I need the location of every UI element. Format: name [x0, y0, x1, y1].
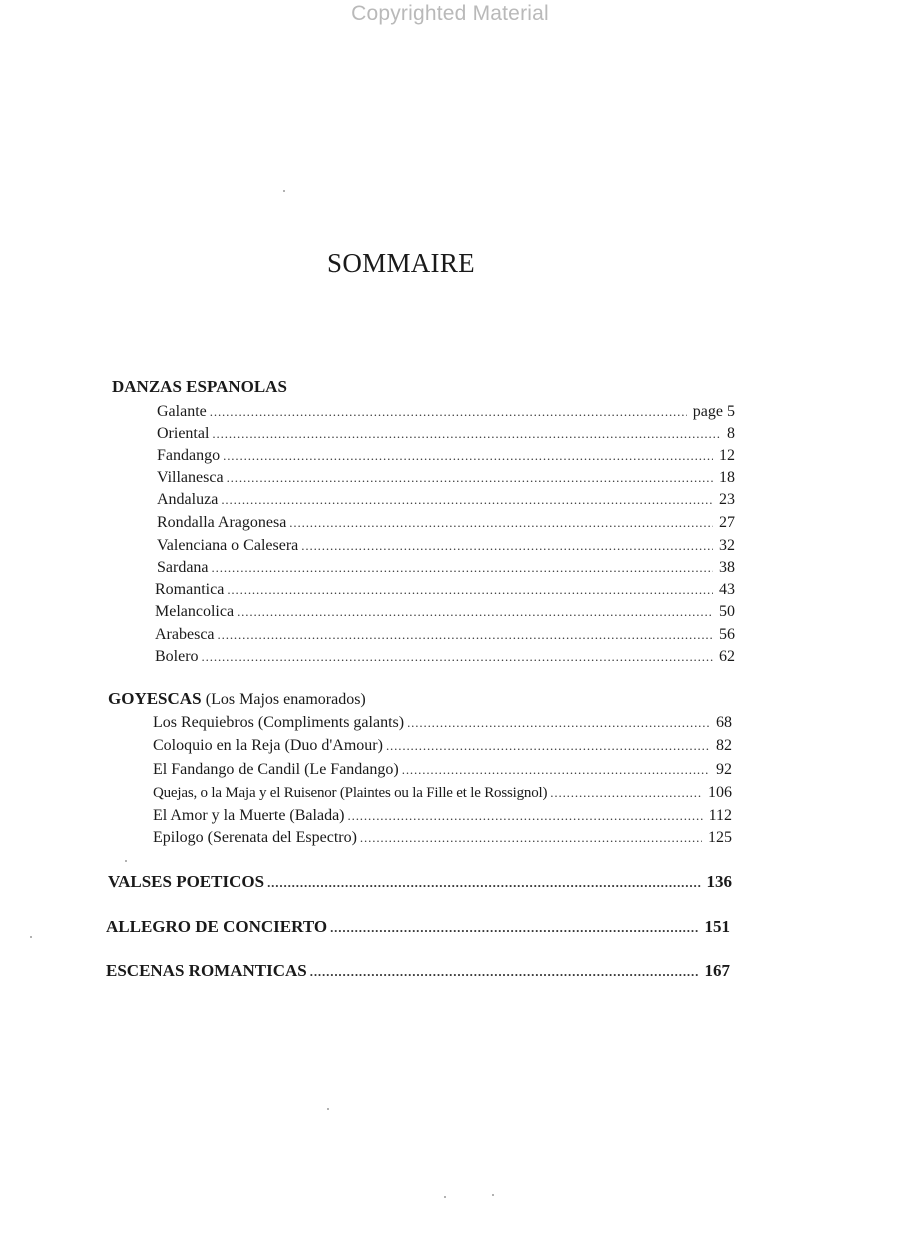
entry-title: Quejas, o la Maja y el Ruisenor (Plaintes ou la Fille et le Rossignol)	[153, 785, 548, 801]
entry-page: 92	[716, 761, 732, 778]
entry-page: 50	[719, 603, 735, 620]
entry-page: 125	[708, 829, 732, 846]
entry-title: Los Requiebros (Compliments galants)	[153, 714, 405, 731]
dot-leader	[360, 828, 702, 848]
dot-leader	[407, 713, 710, 733]
entry-page: 167	[704, 961, 730, 980]
toc-entry	[157, 402, 735, 422]
entry-page: 106	[708, 784, 732, 801]
toc-entry	[155, 625, 735, 645]
section-heading-goyescas	[108, 689, 366, 709]
entry-page: 8	[727, 425, 735, 442]
toc-major-entry	[106, 917, 730, 937]
dot-leader	[550, 783, 702, 803]
toc-major-entry	[106, 961, 730, 981]
entry-title: VALSES POETICOS	[108, 872, 265, 891]
dot-leader	[212, 558, 713, 578]
dot-leader	[301, 536, 713, 556]
entry-title: Bolero	[155, 648, 199, 665]
dot-leader	[221, 490, 713, 510]
page-title: SOMMAIRE	[327, 248, 475, 278]
entry-title: Epilogo (Serenata del Espectro)	[153, 829, 357, 846]
dot-leader	[223, 446, 713, 466]
toc-entry	[155, 602, 735, 622]
toc-entry	[153, 760, 732, 780]
entry-title: Sardana	[157, 559, 209, 576]
entry-title: Melancolica	[155, 603, 235, 620]
entry-title: ESCENAS ROMANTICAS	[106, 961, 307, 980]
scan-speck	[492, 1194, 494, 1196]
goyescas-subtitle: (Los Majos enamorados)	[205, 691, 366, 708]
dot-leader	[212, 424, 721, 444]
dot-leader	[289, 513, 713, 533]
entry-title: Villanesca	[157, 469, 224, 486]
toc-entry	[157, 513, 735, 533]
toc-entry	[155, 647, 735, 667]
entry-title: Andaluza	[157, 491, 219, 508]
entry-page: 68	[716, 714, 732, 731]
toc-entry	[153, 713, 732, 733]
entry-title: Rondalla Aragonesa	[157, 514, 287, 531]
entry-page: 43	[719, 581, 735, 598]
entry-page: page 5	[692, 403, 735, 420]
entry-title: Galante	[157, 403, 207, 420]
dot-leader	[267, 873, 700, 893]
entry-page: 56	[719, 626, 735, 643]
entry-page: 18	[719, 469, 735, 486]
entry-title: El Amor y la Muerte (Balada)	[153, 807, 345, 824]
entry-title: El Fandango de Candil (Le Fandango)	[153, 761, 399, 778]
entry-page: 23	[719, 491, 735, 508]
dot-leader	[348, 806, 703, 826]
toc-entry	[157, 536, 735, 556]
entry-title: ALLEGRO DE CONCIERTO	[106, 917, 328, 936]
dot-leader	[210, 402, 687, 422]
entry-page: 82	[716, 737, 732, 754]
entry-page: 112	[708, 807, 732, 824]
section-heading-danzas: DANZAS ESPANOLAS	[112, 377, 287, 396]
toc-entry	[157, 468, 735, 488]
entry-title: Romantica	[155, 581, 225, 598]
entry-page: 32	[719, 537, 735, 554]
toc-entry	[157, 424, 735, 444]
entry-page: 151	[704, 917, 730, 936]
scan-speck	[125, 860, 127, 862]
toc-entry	[155, 580, 735, 600]
dot-leader	[330, 918, 698, 938]
toc-entry	[157, 490, 735, 510]
toc-entry	[153, 736, 732, 756]
entry-title: Valenciana o Calesera	[157, 537, 299, 554]
dot-leader	[310, 962, 699, 982]
dot-leader	[218, 625, 713, 645]
scan-speck	[327, 1108, 329, 1110]
scan-speck	[283, 190, 285, 192]
toc-major-entry	[108, 872, 732, 892]
scan-speck	[444, 1196, 446, 1198]
toc-entry	[157, 446, 735, 466]
entry-page: 38	[719, 559, 735, 576]
toc-entry	[153, 806, 732, 826]
entry-title: Oriental	[157, 425, 210, 442]
entry-title: Arabesca	[155, 626, 215, 643]
copyright-watermark: Copyrighted Material	[351, 2, 549, 25]
entry-title: Fandango	[157, 447, 221, 464]
dot-leader	[227, 468, 713, 488]
dot-leader	[402, 760, 710, 780]
scan-speck	[30, 936, 32, 938]
goyescas-heading: GOYESCAS	[108, 689, 202, 708]
entry-page: 27	[719, 514, 735, 531]
toc-entry	[153, 783, 732, 803]
entry-title: Coloquio en la Reja (Duo d'Amour)	[153, 737, 383, 754]
entry-page: 136	[706, 872, 732, 891]
toc-entry	[153, 828, 732, 848]
dot-leader	[202, 647, 713, 667]
dot-leader	[237, 602, 713, 622]
entry-page: 62	[719, 648, 735, 665]
entry-page: 12	[719, 447, 735, 464]
dot-leader	[386, 736, 710, 756]
toc-entry	[157, 558, 735, 578]
dot-leader	[227, 580, 713, 600]
